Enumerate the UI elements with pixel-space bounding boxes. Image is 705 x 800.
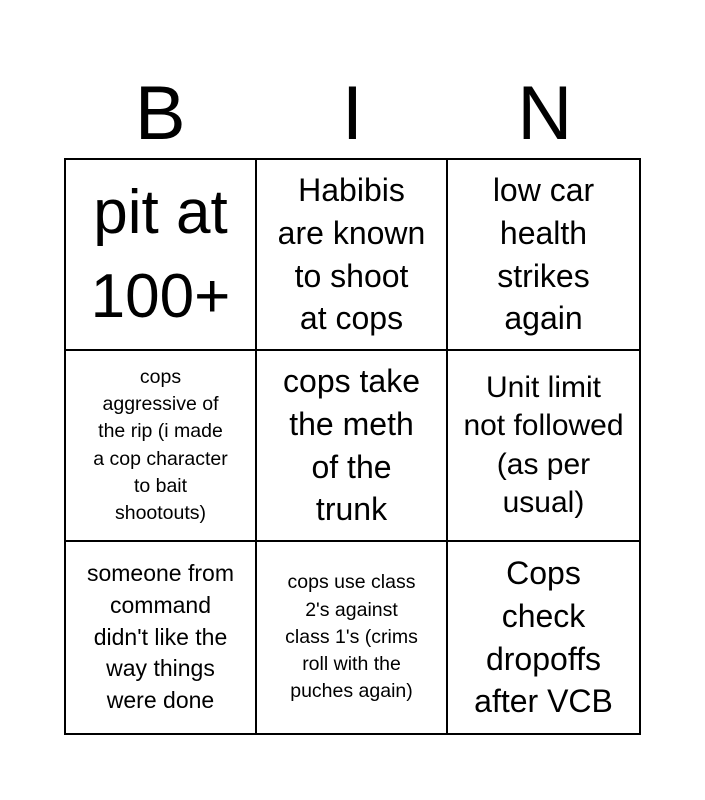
bingo-cell-3-3[interactable] [448,542,639,733]
bingo-cell-2-1[interactable] [66,351,257,542]
bingo-cell-text: someone from command didn't like the way things were done [86,560,234,714]
bingo-cell-text: pit at 100+ [90,177,231,331]
bingo-cell-text: Habibis are known to shoot at cops [277,172,426,337]
bingo-cell-text: cops take the meth of the trunk [283,363,420,528]
bingo-cell-1-2[interactable] [257,160,448,351]
header-letter-i: I [341,71,364,156]
bingo-cell-text: Unit limit not followed (as per usual) [463,370,624,519]
bingo-cell-1-3[interactable] [448,160,639,351]
bingo-cell-text: low car health strikes again [492,172,595,337]
bingo-cell-2-3[interactable] [448,351,639,542]
header-letter-n: N [517,71,573,156]
header-letter-b: B [134,71,186,156]
bingo-cell-1-1[interactable] [66,160,257,351]
bingo-cell-text: cops aggressive of the rip (i made a cop character to bait shootouts) [93,365,228,525]
bingo-cell-text: Cops check dropoffs after VCB [474,555,613,720]
bingo-cell-text: cops use class 2's against class 1's (crims roll with the puches again) [285,571,418,703]
bingo-cell-2-2[interactable] [257,351,448,542]
bingo-header [64,70,641,158]
bingo-board [64,158,641,735]
bingo-cell-3-1[interactable] [66,542,257,733]
bingo-cell-3-2[interactable] [257,542,448,733]
